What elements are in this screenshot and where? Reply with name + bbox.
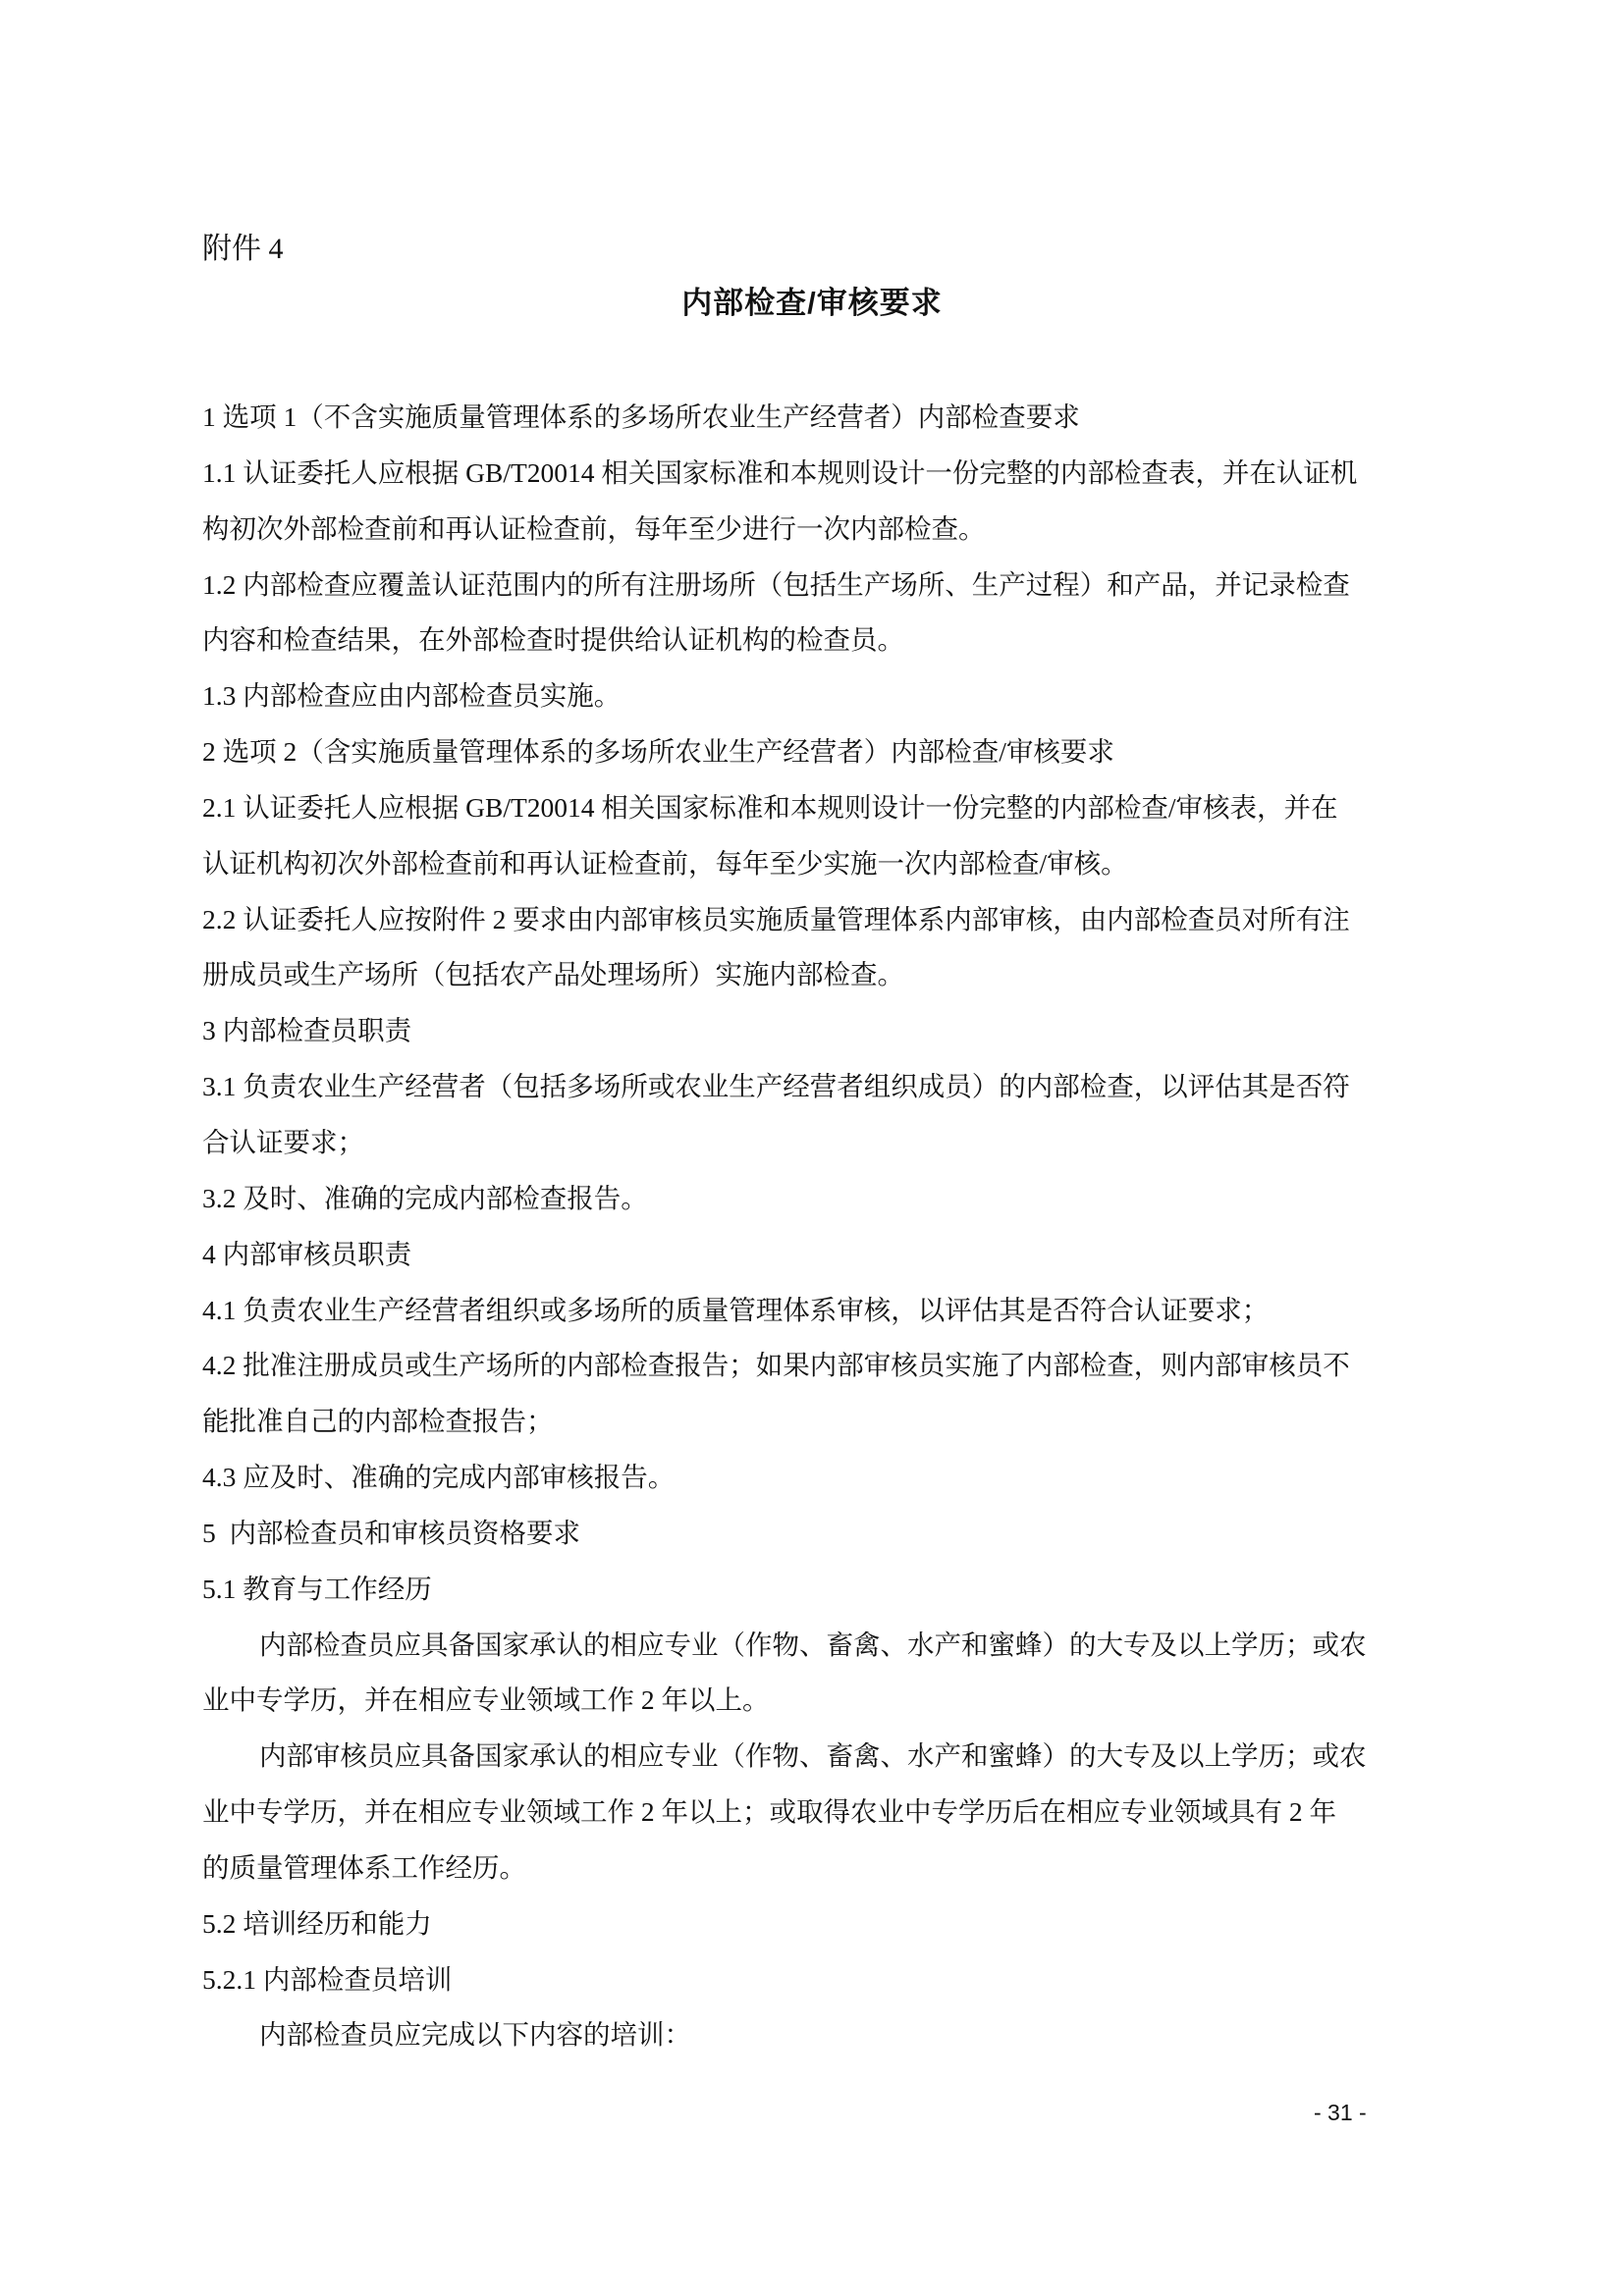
page-number: - 31 - — [1314, 2100, 1367, 2125]
attachment-label: 附件 4 — [202, 233, 284, 265]
text-line: 4 内部审核员职责 — [202, 1238, 412, 1269]
text-line: 3.2 及时、准确的完成内部检查报告。 — [202, 1182, 648, 1213]
text-line: 能批准自己的内部检查报告； — [202, 1406, 554, 1437]
text-line: 内部审核员应具备国家承认的相应专业（作物、畜禽、水产和蜜蜂）的大专及以上学历；或农 — [259, 1740, 1367, 1772]
text-line: 内部检查员应具备国家承认的相应专业（作物、畜禽、水产和蜜蜂）的大专及以上学历；或农 — [259, 1629, 1367, 1660]
text-line: 2 选项 2（含实施质量管理体系的多场所农业生产经营者）内部检查/审核要求 — [202, 736, 1114, 768]
text-line: 1 选项 1（不含实施质量管理体系的多场所农业生产经营者）内部检查要求 — [202, 401, 1080, 432]
text-line: 5.2 培训经历和能力 — [202, 1907, 432, 1939]
text-line: 5.2.1 内部检查员培训 — [202, 1963, 453, 1995]
text-line: 5 内部检查员和审核员资格要求 — [202, 1517, 580, 1548]
text-line: 4.1 负责农业生产经营者组织或多场所的质量管理体系审核，以评估其是否符合认证要求； — [202, 1294, 1270, 1325]
text-line: 4.2 批准注册成员或生产场所的内部检查报告；如果内部审核员实施了内部检查，则内部审核员不 — [202, 1350, 1350, 1381]
text-line: 1.1 认证委托人应根据 GB/T20014 相关国家标准和本规则设计一份完整的内部检查表，并在认证机 — [202, 456, 1358, 488]
text-line: 内部检查员应完成以下内容的培训： — [259, 2019, 691, 2051]
text-line: 3 内部检查员职责 — [202, 1015, 412, 1046]
text-line: 2.2 认证委托人应按附件 2 要求由内部审核员实施质量管理体系内部审核，由内部检查员对所有注 — [202, 903, 1350, 934]
document-body — [202, 390, 1445, 2063]
text-line: 内容和检查结果，在外部检查时提供给认证机构的检查员。 — [202, 624, 904, 656]
text-line: 的质量管理体系工作经历。 — [202, 1851, 526, 1883]
text-line: 合认证要求； — [202, 1126, 364, 1157]
text-line: 业中专学历，并在相应专业领域工作 2 年以上；或取得农业中专学历后在相应专业领域具有 2 年 — [202, 1796, 1336, 1828]
text-line: 4.3 应及时、准确的完成内部审核报告。 — [202, 1462, 676, 1493]
text-line: 1.2 内部检查应覆盖认证范围内的所有注册场所（包括生产场所、生产过程）和产品，并记录检查 — [202, 568, 1350, 600]
text-line: 3.1 负责农业生产经营者（包括多场所或农业生产经营者组织成员）的内部检查，以评估其是否符 — [202, 1071, 1350, 1102]
document-title: 内部检查/审核要求 — [681, 286, 943, 320]
text-line: 1.3 内部检查应由内部检查员实施。 — [202, 680, 622, 712]
text-line: 5.1 教育与工作经历 — [202, 1573, 432, 1604]
text-line: 2.1 认证委托人应根据 GB/T20014 相关国家标准和本规则设计一份完整的内部检查/审核表，并在 — [202, 791, 1338, 823]
text-line: 认证机构初次外部检查前和再认证检查前，每年至少实施一次内部检查/审核。 — [202, 847, 1128, 879]
text-line: 构初次外部检查前和再认证检查前，每年至少进行一次内部检查。 — [202, 512, 986, 544]
text-line: 册成员或生产场所（包括农产品处理场所）实施内部检查。 — [202, 959, 904, 990]
text-line: 业中专学历，并在相应专业领域工作 2 年以上。 — [202, 1684, 770, 1716]
